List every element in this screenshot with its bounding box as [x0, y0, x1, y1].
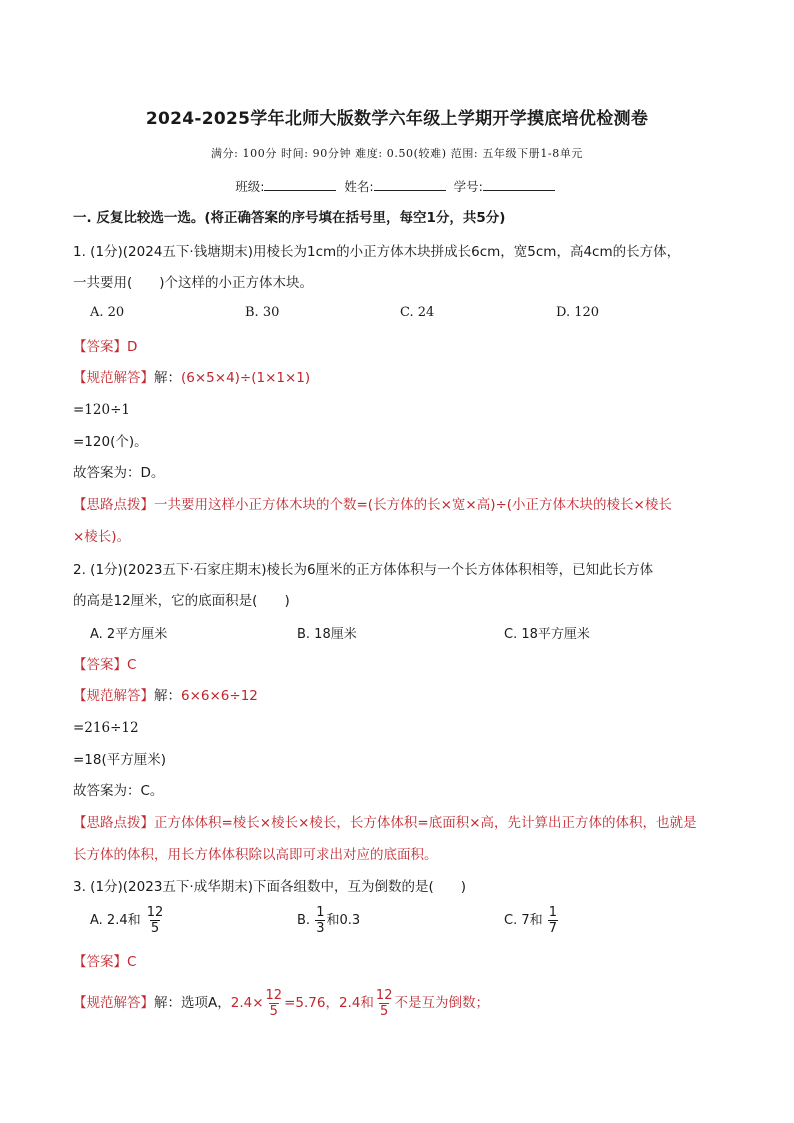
solution-expression: (6×5×4)÷(1×1×1)	[181, 370, 311, 386]
solution-prefix: 解：	[154, 370, 181, 386]
q2-hint-line2: 长方体的体积，用长方体体积除以高即可求出对应的底面积。	[73, 847, 438, 863]
solution-part-c: 不是互为倒数；	[394, 995, 489, 1011]
q2-answer	[73, 655, 136, 675]
id-blank	[483, 176, 555, 191]
solution-part-a: 2.4×	[230, 995, 264, 1011]
fraction	[265, 988, 284, 1019]
student-info-row	[0, 176, 794, 195]
answer-value: C	[127, 657, 137, 673]
q1-answer	[73, 337, 137, 357]
solution-expression: 6×6×6÷12	[181, 688, 258, 704]
hint-text: 正方体体积=棱长×棱长×棱长，长方体体积=底面积×高，先计算出正方体的体积，也就是	[154, 815, 697, 831]
q3-answer	[73, 952, 136, 972]
class-blank	[264, 176, 336, 191]
fraction	[146, 905, 165, 936]
q1-hint-line1	[73, 495, 672, 515]
q2-option-b: B. 18厘米	[297, 627, 357, 642]
page-title: 2024-2025学年北师大版数学六年级上学期开学摸底培优检测卷	[145, 109, 649, 129]
solution-tag: 【规范解答】	[73, 995, 154, 1011]
q3-option-b	[297, 905, 360, 936]
answer-tag: 【答案】	[73, 339, 127, 355]
name-blank	[374, 176, 446, 191]
q1-option-a: A. 20	[90, 305, 125, 320]
q1-option-b: B. 30	[245, 305, 280, 320]
solution-tag: 【规范解答】	[73, 688, 154, 704]
solution-tag: 【规范解答】	[73, 370, 154, 386]
q2-step2: =18(平方厘米)	[73, 752, 167, 768]
fraction-numerator: 1	[316, 905, 325, 920]
q3-stem: 3. (1分)(2023五下·成华期末)下面各组数中，互为倒数的是( )	[73, 879, 467, 895]
q3-option-c	[504, 905, 559, 936]
q2-step1: =216÷12	[73, 720, 139, 736]
q2-conclusion: 故答案为：C。	[73, 783, 164, 799]
fraction	[375, 988, 394, 1019]
q1-stem-line1: 1. (1分)(2024五下·钱塘期末)用棱长为1cm的小正方体木块拼成长6cm，宽5cm，高4cm的长方体，	[73, 244, 681, 260]
fraction-denominator: 5	[380, 1003, 389, 1019]
fraction-denominator: 5	[269, 1003, 278, 1019]
q2-stem-line1: 2. (1分)(2023五下·石家庄期末)棱长为6厘米的正方体体积与一个长方体体积相等，已知此长方体	[73, 562, 654, 578]
q1-step2: =120(个)。	[73, 434, 148, 450]
fraction-numerator: 12	[265, 987, 283, 1003]
class-label: 班级:	[235, 179, 265, 194]
fraction-numerator: 1	[548, 905, 558, 920]
option-b-suffix: 和0.3	[326, 913, 361, 928]
answer-value: C	[127, 954, 137, 970]
fraction-denominator: 5	[150, 921, 160, 936]
name-label: 姓名:	[344, 179, 374, 194]
fraction-denominator: 7	[548, 921, 558, 936]
q1-option-d: D. 120	[556, 305, 600, 320]
q1-step1: =120÷1	[73, 402, 130, 418]
fraction	[548, 905, 558, 936]
q1-solution	[73, 368, 310, 388]
q1-stem-line2: 一共要用( )个这样的小正方体木块。	[73, 275, 314, 291]
option-a-text: A. 2.4和	[90, 913, 141, 928]
fraction-numerator: 12	[146, 905, 164, 920]
q2-hint-line1	[73, 813, 697, 833]
hint-text: 一共要用这样小正方体木块的个数=(长方体的长×宽×高)÷(小正方体木块的棱长×棱长	[154, 497, 672, 513]
solution-prefix: 解：选项A，	[154, 995, 231, 1011]
q1-hint-line2: ×棱长)。	[73, 529, 131, 545]
q3-solution	[73, 986, 489, 1020]
q1-option-c: C. 24	[400, 305, 435, 320]
q2-solution	[73, 686, 258, 706]
hint-tag: 【思路点拨】	[73, 497, 154, 513]
q2-stem-line2: 的高是12厘米，它的底面积是( )	[73, 593, 290, 609]
fraction-numerator: 12	[375, 987, 393, 1003]
answer-tag: 【答案】	[73, 954, 127, 970]
fraction	[315, 905, 325, 936]
q1-conclusion: 故答案为：D。	[73, 465, 165, 481]
answer-tag: 【答案】	[73, 657, 127, 673]
answer-value: D	[127, 339, 138, 355]
option-c-text: C. 7和	[504, 913, 543, 928]
option-b-text: B.	[297, 913, 311, 928]
q2-option-a: A. 2平方厘米	[90, 627, 168, 642]
q2-option-c: C. 18平方厘米	[504, 627, 590, 642]
solution-prefix: 解：	[154, 688, 181, 704]
exam-meta: 满分: 100分 时间: 90分钟 难度: 0.50(较难) 范围: 五年级下册1-8单元	[210, 147, 584, 160]
section-heading: 一. 反复比较选一选。(将正确答案的序号填在括号里，每空1分，共5分)	[73, 210, 506, 226]
solution-part-b: =5.76，2.4和	[284, 995, 374, 1011]
hint-tag: 【思路点拨】	[73, 815, 154, 831]
id-label: 学号:	[453, 179, 483, 194]
q3-option-a	[90, 905, 165, 936]
fraction-denominator: 3	[316, 921, 325, 936]
